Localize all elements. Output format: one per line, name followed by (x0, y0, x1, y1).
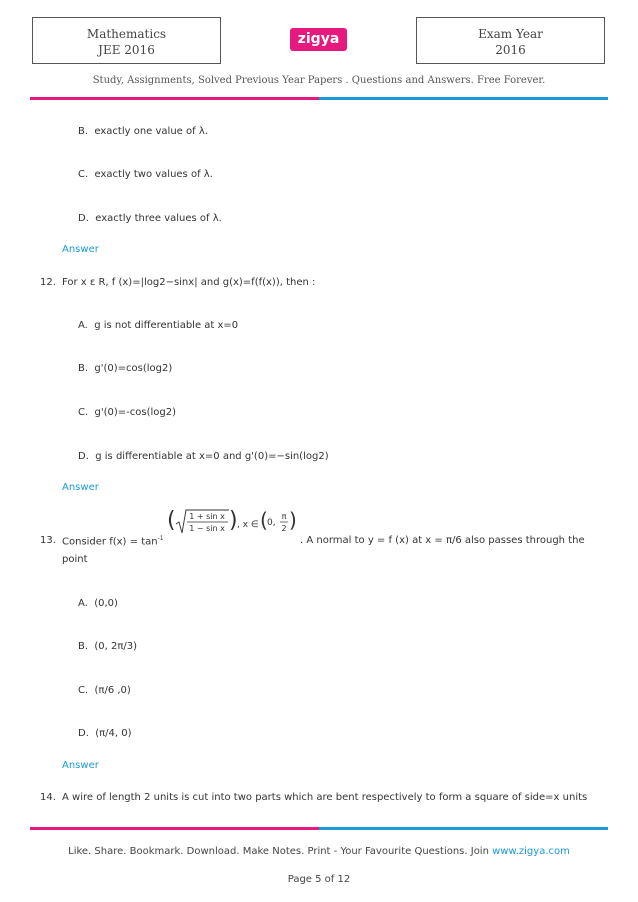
q12-text: For x ε R, f (x)=|log2−sinx| and g(x)=f(f(x)), then : (62, 277, 316, 288)
q12-number: 12. (40, 277, 56, 288)
q13-option-d: D. (π/4, 0) (78, 728, 132, 739)
exam-year-box (416, 17, 605, 64)
svg-text:(: ( (260, 508, 268, 532)
q13-formula-numerator: 1 + sin x (189, 512, 225, 521)
q13-option-c: C. (π/6 ,0) (78, 685, 131, 696)
q11-option-b: B. exactly one value of λ. (78, 126, 208, 137)
footer-message: Like. Share. Bookmark. Download. Make Notes. Print - Your Favourite Questions. Join (68, 846, 493, 857)
q12-option-b: B. g'(0)=cos(log2) (78, 363, 173, 374)
q14-number: 14. (40, 792, 56, 803)
q11-answer-link[interactable]: Answer (62, 244, 99, 255)
q13-interval-numerator: π (281, 512, 287, 521)
subject-box (32, 17, 221, 64)
exam-year-label: Exam Year (478, 27, 543, 41)
q13-option-a: A. (0,0) (78, 598, 118, 609)
q12-option-d: D. g is differentiable at x=0 and g'(0)=−sin(log2) (78, 451, 329, 462)
q12-option-a: A. g is not differentiable at x=0 (78, 320, 239, 331)
q13-text-after: . A normal to y = f (x) at x = π/6 also passes through the (300, 535, 585, 546)
q12-answer-link[interactable]: Answer (62, 482, 99, 493)
svg-text:(: ( (167, 508, 176, 533)
exam-year-value: 2016 (495, 43, 526, 57)
svg-text:): ) (229, 508, 238, 533)
tagline: Study, Assignments, Solved Previous Year Papers . Questions and Answers. Free Forever. (92, 75, 546, 86)
q13-formula (167, 505, 297, 541)
q13-interval-denominator: 2 (281, 524, 287, 533)
q13-formula-tail: , x ∈ (237, 520, 259, 530)
q13-number: 13. (40, 535, 56, 546)
page-number: Page 5 of 12 (287, 874, 351, 885)
q11-option-d: D. exactly three values of λ. (78, 213, 222, 224)
zigya-link[interactable]: www.zigya.com (492, 846, 570, 857)
footer-text (0, 846, 638, 857)
q11-option-c: C. exactly two values of λ. (78, 169, 213, 180)
footer-divider (30, 827, 608, 830)
q13-answer-link[interactable]: Answer (62, 760, 99, 771)
q13-text-cont: point (62, 554, 88, 565)
subject-label: Mathematics (86, 27, 167, 41)
exam-label: JEE 2016 (98, 43, 155, 57)
q13-text-before: Consider $f(x) = \tan^{-1}$ (62, 535, 164, 548)
q13-option-b: B. (0, 2π/3) (78, 641, 138, 652)
header-divider (30, 97, 608, 100)
q13-interval-start: 0, (267, 518, 276, 528)
q12-option-c: C. g'(0)=-cos(log2) (78, 407, 177, 418)
q13-formula-denominator: 1 − sin x (189, 524, 225, 533)
svg-text:): ) (289, 508, 297, 532)
q14-text: A wire of length 2 units is cut into two parts which are bent respectively to form a square of side=x units (62, 792, 588, 803)
zigya-logo[interactable]: zigya (290, 28, 347, 51)
